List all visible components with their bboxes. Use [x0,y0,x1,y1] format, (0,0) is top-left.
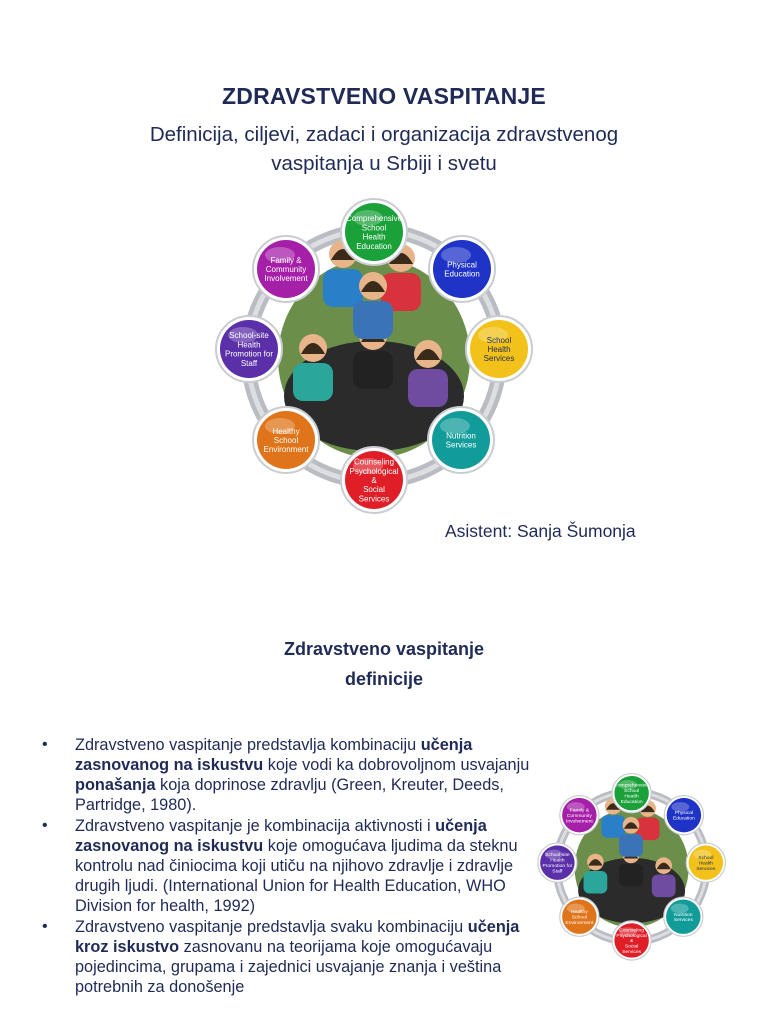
wheel-segment-label: Health [698,860,714,867]
wheel-segment-label: Services [696,865,716,872]
assistant-name: Asistent: Sanja Šumonja [445,521,636,541]
wheel-segment-label: Services [622,949,642,956]
wheel-segment-label: Family & [569,807,590,814]
wheel-segment [538,843,577,882]
health-program-wheel-small [536,770,732,966]
wheel-segment-label: Services [673,917,693,924]
wheel-segment [560,796,599,835]
wheel-segment-label: Comprehensive [614,782,650,789]
wheel-segment-label: School [624,788,640,795]
wheel-segment-label: Involvement [565,818,593,825]
wheel-segment-label: Health [487,345,511,354]
wheel-segment [560,897,599,936]
wheel-segment-label: Nutrition [674,911,693,918]
wheel-segment-label: Psychological [349,466,399,476]
wheel-segment-label: Community [265,265,307,274]
wheel-segment-label: Counseling [619,927,645,934]
wheel-segment-label: Healthy [570,909,588,916]
list-item: • Zdravstveno vaspitanje predstavlja svaku kombinaciju učenja kroz iskustvo zasnovanu na teorijama koje omogućavaju pojedincima, grupama i zajednici usvajanje znanja i veština potrebnih za donošenje [42,917,532,997]
wheel-segment-label: Environment [263,445,309,455]
wheel-segment-label: Involvement [264,274,308,284]
list-item: • Zdravstveno vaspitanje predstavlja kombinaciju učenja zasnovanog na iskustvu koje vodi ka dobrovoljnom usvajanju ponašanja koja doprinose zdravlju (Green, Kreuter, Deeds, Partridge, 1980). [42,735,532,815]
wheel-segment-label: School [361,223,387,233]
wheel-segment-label: Family & [270,255,302,265]
wheel-segment-label: & [629,938,634,945]
slide-2-title-line-1: Zdravstveno vaspitanje [283,639,485,659]
wheel-segment [664,897,703,936]
wheel-segment-label: Physical [447,260,477,270]
wheel-segment-label: Physical [674,810,694,817]
wheel-segment-label: Health [237,340,261,350]
list-item: • Zdravstveno vaspitanje je kombinacija aktivnosti i učenja zasnovanog na iskustvu koje omogućava ljudima da steknu kontrolu nad činiocima koji utiču na njihovo zdravlje i zdravlje drugih ljudi. (International Union for Health Education, WHO Division for health, 1992) [42,816,532,916]
wheel-segment-label: Healthy [272,426,300,436]
wheel-segment-label: Promotion for [542,863,573,870]
wheel-segment [341,447,407,513]
wheel-segment [428,407,494,473]
slide-2-title [0,634,768,694]
wheel-segment [664,796,703,835]
wheel-segment-label: Counseling [353,457,395,467]
wheel-segment-label: Services [358,494,390,504]
wheel-segment [466,316,532,382]
wheel-segment-label: Social [624,943,639,950]
wheel-segment-label: School [571,914,587,921]
definitions-list [42,735,532,998]
wheel-segment-label: Social [363,485,385,495]
wheel-segment-label: Staff [240,358,258,368]
wheel-segment-label: Health [624,793,639,800]
wheel-segment-label: Education [620,799,643,806]
wheel-segment-label: Education [444,269,480,279]
wheel-segment-label: Psychological [616,932,647,939]
wheel-segment-label: Services [483,354,515,364]
wheel-segment [612,774,651,813]
health-program-wheel [213,196,543,520]
wheel-segment [341,199,407,265]
wheel-segment-label: Promotion for [224,349,274,359]
wheel-segment-label: Health [362,232,386,242]
wheel-segment-label: Education [672,815,695,822]
wheel-segment [253,407,319,473]
wheel-segment-label: School [486,335,512,345]
wheel-segment-label: & [371,476,377,485]
wheel-segment-label: School-site [229,331,269,341]
slide-title: ZDRAVSTVENO VASPITANJE [222,83,546,109]
wheel-segment-label: Services [445,440,477,450]
subtitle-line-2: vaspitanja u Srbiji i svetu [271,152,497,175]
wheel-segment-label: Education [356,241,392,251]
wheel-segment-label: Staff [552,868,563,875]
wheel-segment-label: School [698,854,714,861]
wheel-segment [612,921,651,960]
wheel-segment [216,316,282,382]
slide-2-title-line-2: definicije [344,669,424,689]
wheel-segment [686,843,725,882]
subtitle-line-1: Definicija, ciljevi, zadaci i organizacija zdravstvenog [149,123,619,146]
wheel-segment-label: Community [566,812,592,819]
wheel-segment-label: Nutrition [446,431,476,441]
wheel-segment [429,236,495,302]
wheel-segment-label: Health [550,857,565,864]
wheel-segment-label: School-site [545,852,570,859]
wheel-segment-label: Comprehensive [345,214,403,224]
wheel-segment-label: Environment [565,919,594,926]
wheel-segment-label: School [273,436,299,445]
wheel-segment [253,236,319,302]
slide-subtitle [100,120,668,178]
